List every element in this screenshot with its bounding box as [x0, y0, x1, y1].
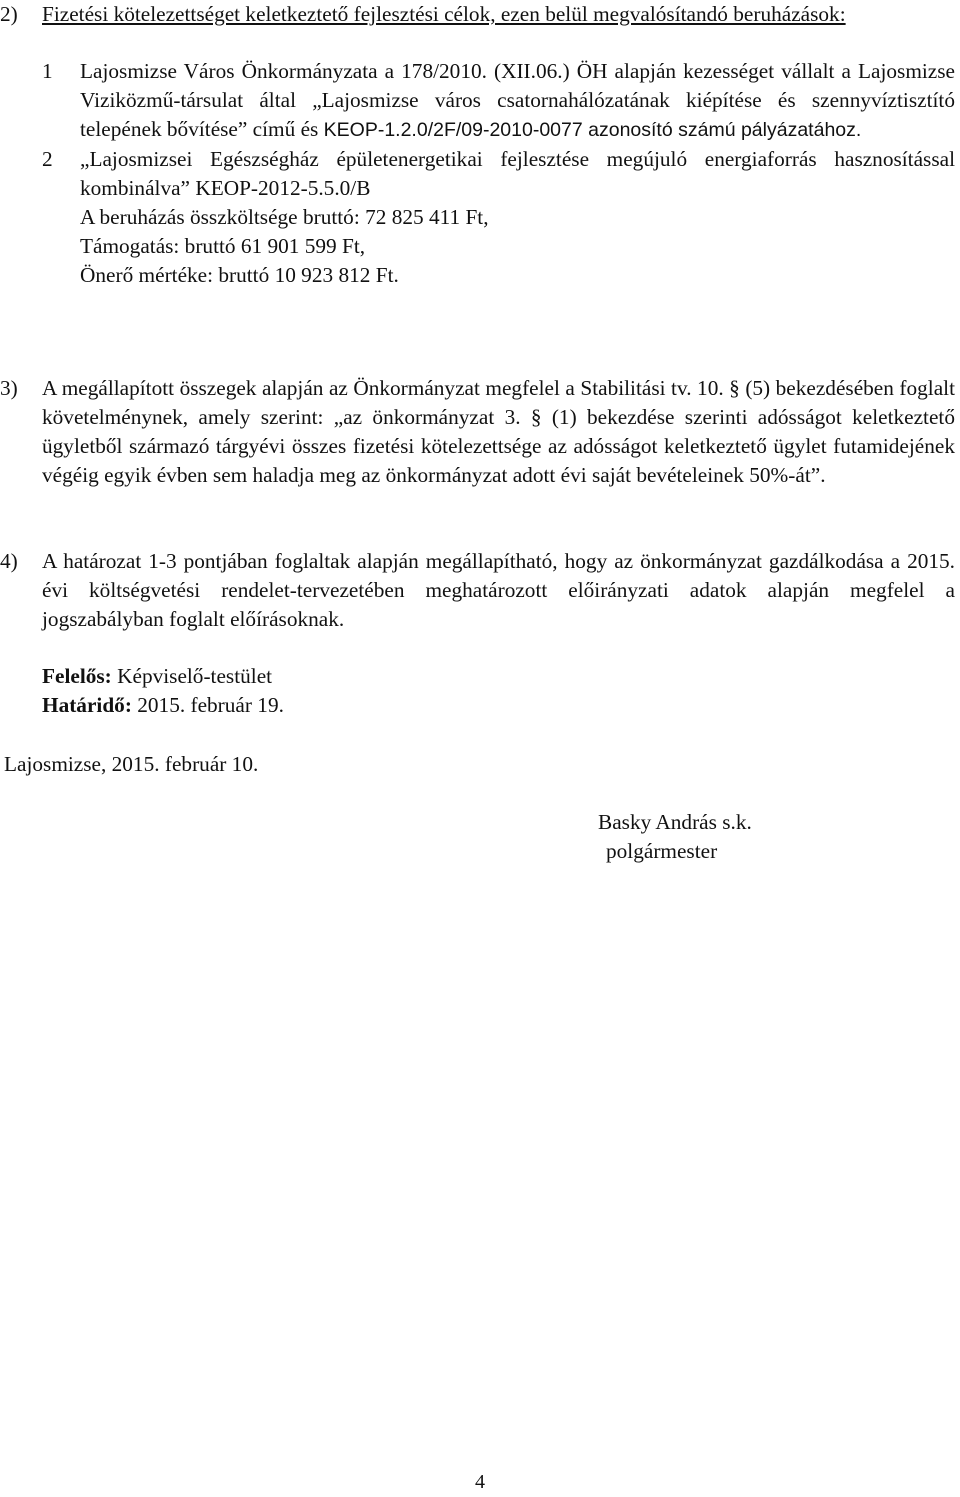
section-4-number: 4) — [0, 549, 18, 573]
deadline-line — [42, 691, 942, 720]
section-4-text: A határozat 1-3 pontjában foglaltak alapján megállapítható, hogy az önkormányzat gazdálkodása a 2015. évi költségvetési rendelet-tervezetében meghatározott előirányzati adatok alapján megfelel a jogszabályban foglalt előírásoknak. — [42, 549, 955, 631]
item-1-text-sans: KEOP-1.2.0/2F/09-2010-0077 azonosító számú pályázatához. — [323, 119, 862, 141]
section-2-item-1 — [42, 57, 955, 145]
item-1-text — [80, 57, 955, 145]
section-2-title: Fizetési kötelezettséget keletkeztető fejlesztési célok, ezen belül megvalósítandó beruházások: — [42, 2, 846, 26]
responsible-value: Képviselő-testület — [111, 664, 273, 688]
signature-title: polgármester — [606, 839, 718, 863]
section-2-item-2 — [42, 145, 955, 290]
section-2 — [0, 0, 955, 290]
page-number: 4 — [475, 1471, 485, 1493]
deadline-label: Határidő: — [42, 693, 132, 717]
section-3-text: A megállapított összegek alapján az Önkormányzat megfelel a Stabilitási tv. 10. § (5) bekezdésében foglalt követelménynek, amely szerint: „az önkormányzat 3. § (1) bekezdése szerinti adósságot keletkeztető ügyletből származó tárgyévi összes fizetési kötelezettsége az adósságot keletkeztető ügylet futamidejének végéig egyik évben sem haladja meg az önkormányzat adott évi saját bevételeinek 50%-át”. — [42, 376, 955, 487]
responsibility-block — [42, 662, 942, 720]
deadline-value: 2015. február 19. — [131, 693, 284, 717]
section-2-heading — [0, 0, 955, 29]
item-2-number: 2 — [42, 147, 53, 171]
section-2-number: 2) — [0, 2, 18, 26]
signature-name: Basky András s.k. — [598, 810, 752, 834]
item-2-support: Támogatás: bruttó 61 901 599 Ft, — [80, 234, 366, 258]
item-1-number: 1 — [42, 59, 53, 83]
item-2-text: „Lajosmizsei Egészségház épületenergetikai fejlesztése megújuló energiaforrás hasznosítással kombinálva” KEOP-2012-5.5.0/B — [80, 147, 955, 200]
section-3 — [0, 374, 955, 490]
item-2-total-cost: A beruházás összköltsége bruttó: 72 825 411 Ft, — [80, 205, 489, 229]
section-3-number: 3) — [0, 376, 18, 400]
responsible-label: Felelős: — [42, 664, 112, 688]
item-1-text-serif: Lajosmizse Város Önkormányzata a 178/2010. (XII.06.) ÖH alapján kezességet vállalt a Lajosmizse Viziközmű-társulat által „Lajosmizse város csatornahálózatának kiépítése és szennyvíztisztító telepének bővítése” című és — [80, 59, 955, 141]
section-4 — [0, 547, 955, 634]
place-date: Lajosmizse, 2015. február 10. — [4, 752, 259, 776]
item-2-own-contribution: Önerő mértéke: bruttó 10 923 812 Ft. — [80, 263, 399, 287]
responsible-line — [42, 662, 942, 691]
